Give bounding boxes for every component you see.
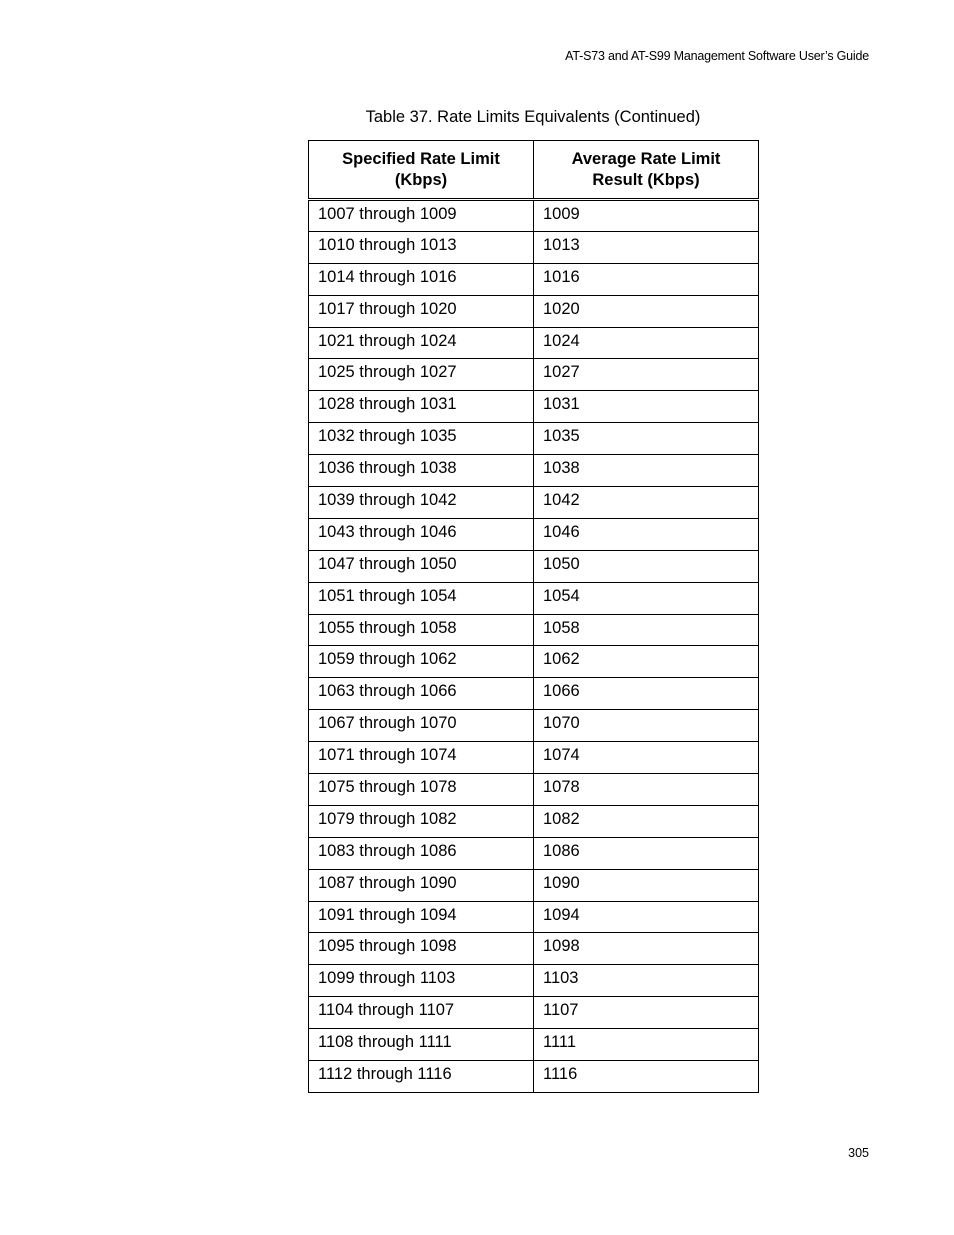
specified-rate-cell: 1039 through 1042: [309, 487, 534, 519]
table-row: [309, 837, 759, 869]
specified-rate-cell: 1014 through 1016: [309, 263, 534, 295]
header-row: [309, 141, 759, 200]
average-rate-cell: 1107: [534, 997, 759, 1029]
average-rate-cell: 1062: [534, 646, 759, 678]
table-row: [309, 646, 759, 678]
table-row: [309, 1029, 759, 1061]
specified-rate-cell: 1108 through 1111: [309, 1029, 534, 1061]
table-row: [309, 933, 759, 965]
table-row: [309, 997, 759, 1029]
specified-rate-cell: 1104 through 1107: [309, 997, 534, 1029]
average-rate-cell: 1031: [534, 391, 759, 423]
specified-rate-cell: 1032 through 1035: [309, 423, 534, 455]
specified-rate-cell: 1051 through 1054: [309, 582, 534, 614]
table-row: [309, 614, 759, 646]
running-header: AT-S73 and AT-S99 Management Software User’s Guide: [565, 49, 869, 63]
specified-rate-cell: 1063 through 1066: [309, 678, 534, 710]
table-row: [309, 327, 759, 359]
specified-rate-cell: 1112 through 1116: [309, 1061, 534, 1093]
specified-rate-cell: 1091 through 1094: [309, 901, 534, 933]
average-rate-cell: 1024: [534, 327, 759, 359]
average-rate-cell: 1050: [534, 550, 759, 582]
table-row: [309, 263, 759, 295]
table-row: [309, 295, 759, 327]
table-row: [309, 455, 759, 487]
specified-rate-cell: 1099 through 1103: [309, 965, 534, 997]
table-row: [309, 231, 759, 263]
table-row: [309, 869, 759, 901]
table-row: [309, 487, 759, 519]
column-header-average-rate: [534, 141, 759, 200]
specified-rate-cell: 1055 through 1058: [309, 614, 534, 646]
table-row: [309, 518, 759, 550]
average-rate-cell: 1066: [534, 678, 759, 710]
specified-rate-cell: 1079 through 1082: [309, 805, 534, 837]
specified-rate-cell: 1059 through 1062: [309, 646, 534, 678]
specified-rate-cell: 1028 through 1031: [309, 391, 534, 423]
average-rate-cell: 1009: [534, 200, 759, 232]
specified-rate-cell: 1036 through 1038: [309, 455, 534, 487]
table-caption: Table 37. Rate Limits Equivalents (Continued): [365, 108, 701, 126]
column-header-line: Specified Rate Limit: [342, 149, 500, 168]
average-rate-cell: 1111: [534, 1029, 759, 1061]
table-row: [309, 965, 759, 997]
average-rate-cell: 1046: [534, 518, 759, 550]
table-body: [309, 200, 759, 1093]
table-row: [309, 901, 759, 933]
table-row: [309, 678, 759, 710]
specified-rate-cell: 1043 through 1046: [309, 518, 534, 550]
table-row: [309, 1061, 759, 1093]
average-rate-cell: 1027: [534, 359, 759, 391]
rate-limits-table: [308, 140, 759, 1093]
average-rate-cell: 1086: [534, 837, 759, 869]
table-row: [309, 774, 759, 806]
average-rate-cell: 1098: [534, 933, 759, 965]
average-rate-cell: 1013: [534, 231, 759, 263]
table-row: [309, 805, 759, 837]
column-header-line: Result (Kbps): [592, 170, 700, 189]
column-header-specified-rate: [309, 141, 534, 200]
table-row: [309, 359, 759, 391]
average-rate-cell: 1082: [534, 805, 759, 837]
specified-rate-cell: 1075 through 1078: [309, 774, 534, 806]
table-row: [309, 742, 759, 774]
average-rate-cell: 1042: [534, 487, 759, 519]
table-row: [309, 200, 759, 232]
average-rate-cell: 1035: [534, 423, 759, 455]
average-rate-cell: 1090: [534, 869, 759, 901]
table-row: [309, 391, 759, 423]
average-rate-cell: 1116: [534, 1061, 759, 1093]
table-header: [309, 141, 759, 200]
specified-rate-cell: 1067 through 1070: [309, 710, 534, 742]
specified-rate-cell: 1007 through 1009: [309, 200, 534, 232]
average-rate-cell: 1094: [534, 901, 759, 933]
page-number: 305: [848, 1146, 869, 1160]
table-row: [309, 582, 759, 614]
specified-rate-cell: 1021 through 1024: [309, 327, 534, 359]
average-rate-cell: 1103: [534, 965, 759, 997]
specified-rate-cell: 1071 through 1074: [309, 742, 534, 774]
average-rate-cell: 1038: [534, 455, 759, 487]
column-header-line: (Kbps): [394, 170, 448, 189]
average-rate-cell: 1054: [534, 582, 759, 614]
column-header-line: Average Rate Limit: [571, 149, 721, 168]
average-rate-cell: 1058: [534, 614, 759, 646]
specified-rate-cell: 1087 through 1090: [309, 869, 534, 901]
average-rate-cell: 1016: [534, 263, 759, 295]
specified-rate-cell: 1047 through 1050: [309, 550, 534, 582]
average-rate-cell: 1078: [534, 774, 759, 806]
average-rate-cell: 1074: [534, 742, 759, 774]
specified-rate-cell: 1025 through 1027: [309, 359, 534, 391]
average-rate-cell: 1070: [534, 710, 759, 742]
average-rate-cell: 1020: [534, 295, 759, 327]
table-row: [309, 423, 759, 455]
specified-rate-cell: 1095 through 1098: [309, 933, 534, 965]
specified-rate-cell: 1083 through 1086: [309, 837, 534, 869]
specified-rate-cell: 1017 through 1020: [309, 295, 534, 327]
specified-rate-cell: 1010 through 1013: [309, 231, 534, 263]
table-row: [309, 550, 759, 582]
table-row: [309, 710, 759, 742]
